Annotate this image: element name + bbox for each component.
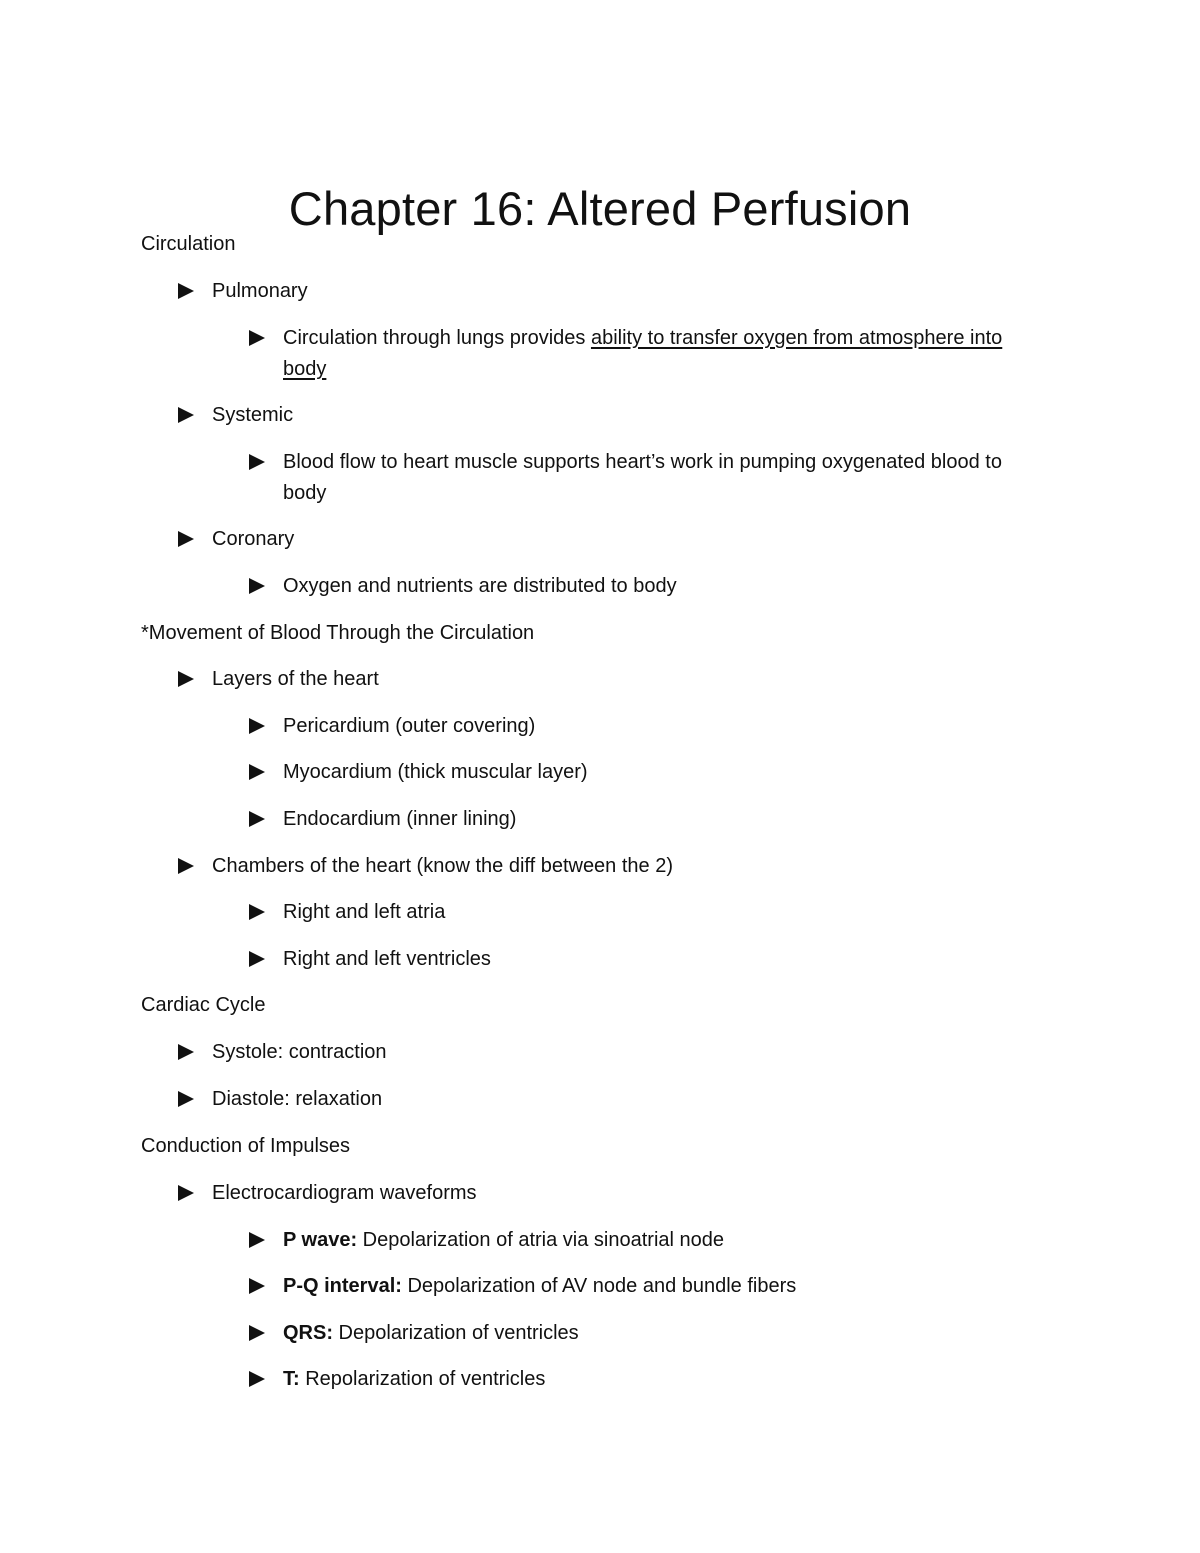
list-item-text bbox=[283, 1318, 579, 1349]
list-item-qrs bbox=[249, 1318, 579, 1349]
triangle-bullet-icon bbox=[249, 1232, 265, 1248]
term-definition: Depolarization of AV node and bundle fibers bbox=[401, 1275, 797, 1297]
triangle-bullet-icon bbox=[249, 578, 265, 594]
triangle-bullet-icon bbox=[178, 1185, 194, 1201]
list-item-text: Diastole: relaxation bbox=[212, 1088, 383, 1110]
triangle-bullet-icon bbox=[249, 1325, 265, 1341]
list-item-text: Blood flow to heart muscle supports heart’s work in pumping oxygenated blood to body bbox=[283, 451, 1002, 504]
triangle-bullet-icon bbox=[249, 904, 265, 920]
list-item-text: Systole: contraction bbox=[212, 1041, 387, 1063]
list-item-layers bbox=[178, 664, 379, 695]
triangle-bullet-icon bbox=[178, 671, 194, 687]
list-item-t-wave bbox=[249, 1364, 546, 1395]
list-item-myocardium bbox=[249, 757, 588, 788]
list-item-text: Oxygen and nutrients are distributed to body bbox=[283, 575, 677, 597]
list-item-systemic-detail bbox=[249, 447, 1002, 504]
list-item-text: Coronary bbox=[212, 528, 295, 550]
list-item-text bbox=[283, 1271, 796, 1302]
list-item-pq-interval bbox=[249, 1271, 797, 1302]
term-label: P-Q interval: bbox=[283, 1275, 402, 1297]
list-item-systemic bbox=[178, 400, 294, 431]
list-item-text bbox=[283, 323, 1043, 385]
section-heading-conduction: Conduction of Impulses bbox=[141, 1135, 351, 1157]
triangle-bullet-icon bbox=[249, 454, 265, 470]
triangle-bullet-icon bbox=[249, 718, 265, 734]
list-item-text: Myocardium (thick muscular layer) bbox=[283, 761, 588, 783]
pulmonary-detail-underlined: ability to transfer oxygen from atmosphere into body bbox=[283, 327, 1003, 380]
page-title: Chapter 16: Altered Perfusion bbox=[288, 182, 912, 236]
list-item-pulmonary bbox=[178, 276, 308, 307]
term-definition: Repolarization of ventricles bbox=[299, 1368, 546, 1390]
list-item-text: Layers of the heart bbox=[212, 668, 379, 690]
list-item-endocardium bbox=[249, 804, 517, 835]
term-label: T: bbox=[283, 1368, 300, 1390]
list-item-text: Electrocardiogram waveforms bbox=[212, 1182, 477, 1204]
list-item-text bbox=[283, 1364, 545, 1395]
triangle-bullet-icon bbox=[249, 951, 265, 967]
list-item-text: Chambers of the heart (know the diff between the 2) bbox=[212, 855, 674, 877]
list-item-text: Endocardium (inner lining) bbox=[283, 808, 517, 830]
list-item-ecg-waveforms bbox=[178, 1178, 477, 1209]
list-item-pericardium bbox=[249, 711, 536, 742]
term-label: QRS: bbox=[283, 1322, 333, 1344]
section-heading-cardiac-cycle: Cardiac Cycle bbox=[141, 994, 266, 1016]
triangle-bullet-icon bbox=[178, 1044, 194, 1060]
list-item-text: Systemic bbox=[212, 404, 294, 426]
triangle-bullet-icon bbox=[178, 858, 194, 874]
triangle-bullet-icon bbox=[178, 531, 194, 547]
list-item-text: Pulmonary bbox=[212, 280, 308, 302]
list-item-systole bbox=[178, 1037, 387, 1068]
list-item-text bbox=[283, 1225, 724, 1256]
list-item-text: Pericardium (outer covering) bbox=[283, 715, 536, 737]
list-item-coronary bbox=[178, 524, 295, 555]
term-label: P wave: bbox=[283, 1229, 358, 1251]
triangle-bullet-icon bbox=[249, 1371, 265, 1387]
list-item-pulmonary-detail bbox=[249, 323, 1003, 380]
triangle-bullet-icon bbox=[178, 1091, 194, 1107]
pulmonary-detail-prefix: Circulation through lungs provides bbox=[283, 327, 591, 349]
list-item-atria bbox=[249, 897, 446, 928]
list-item-diastole bbox=[178, 1084, 383, 1115]
triangle-bullet-icon bbox=[249, 811, 265, 827]
section-heading-movement: *Movement of Blood Through the Circulation bbox=[141, 622, 535, 644]
triangle-bullet-icon bbox=[178, 407, 194, 423]
list-item-text: Right and left atria bbox=[283, 901, 446, 923]
list-item-text: Right and left ventricles bbox=[283, 948, 491, 970]
section-heading-circulation: Circulation bbox=[141, 233, 236, 255]
term-definition: Depolarization of atria via sinoatrial node bbox=[357, 1229, 724, 1251]
list-item-ventricles bbox=[249, 944, 491, 975]
triangle-bullet-icon bbox=[249, 330, 265, 346]
triangle-bullet-icon bbox=[249, 1278, 265, 1294]
triangle-bullet-icon bbox=[249, 764, 265, 780]
list-item-p-wave bbox=[249, 1225, 724, 1256]
list-item-coronary-detail bbox=[249, 571, 677, 602]
list-item-chambers bbox=[178, 851, 674, 882]
term-definition: Depolarization of ventricles bbox=[333, 1322, 579, 1344]
triangle-bullet-icon bbox=[178, 283, 194, 299]
